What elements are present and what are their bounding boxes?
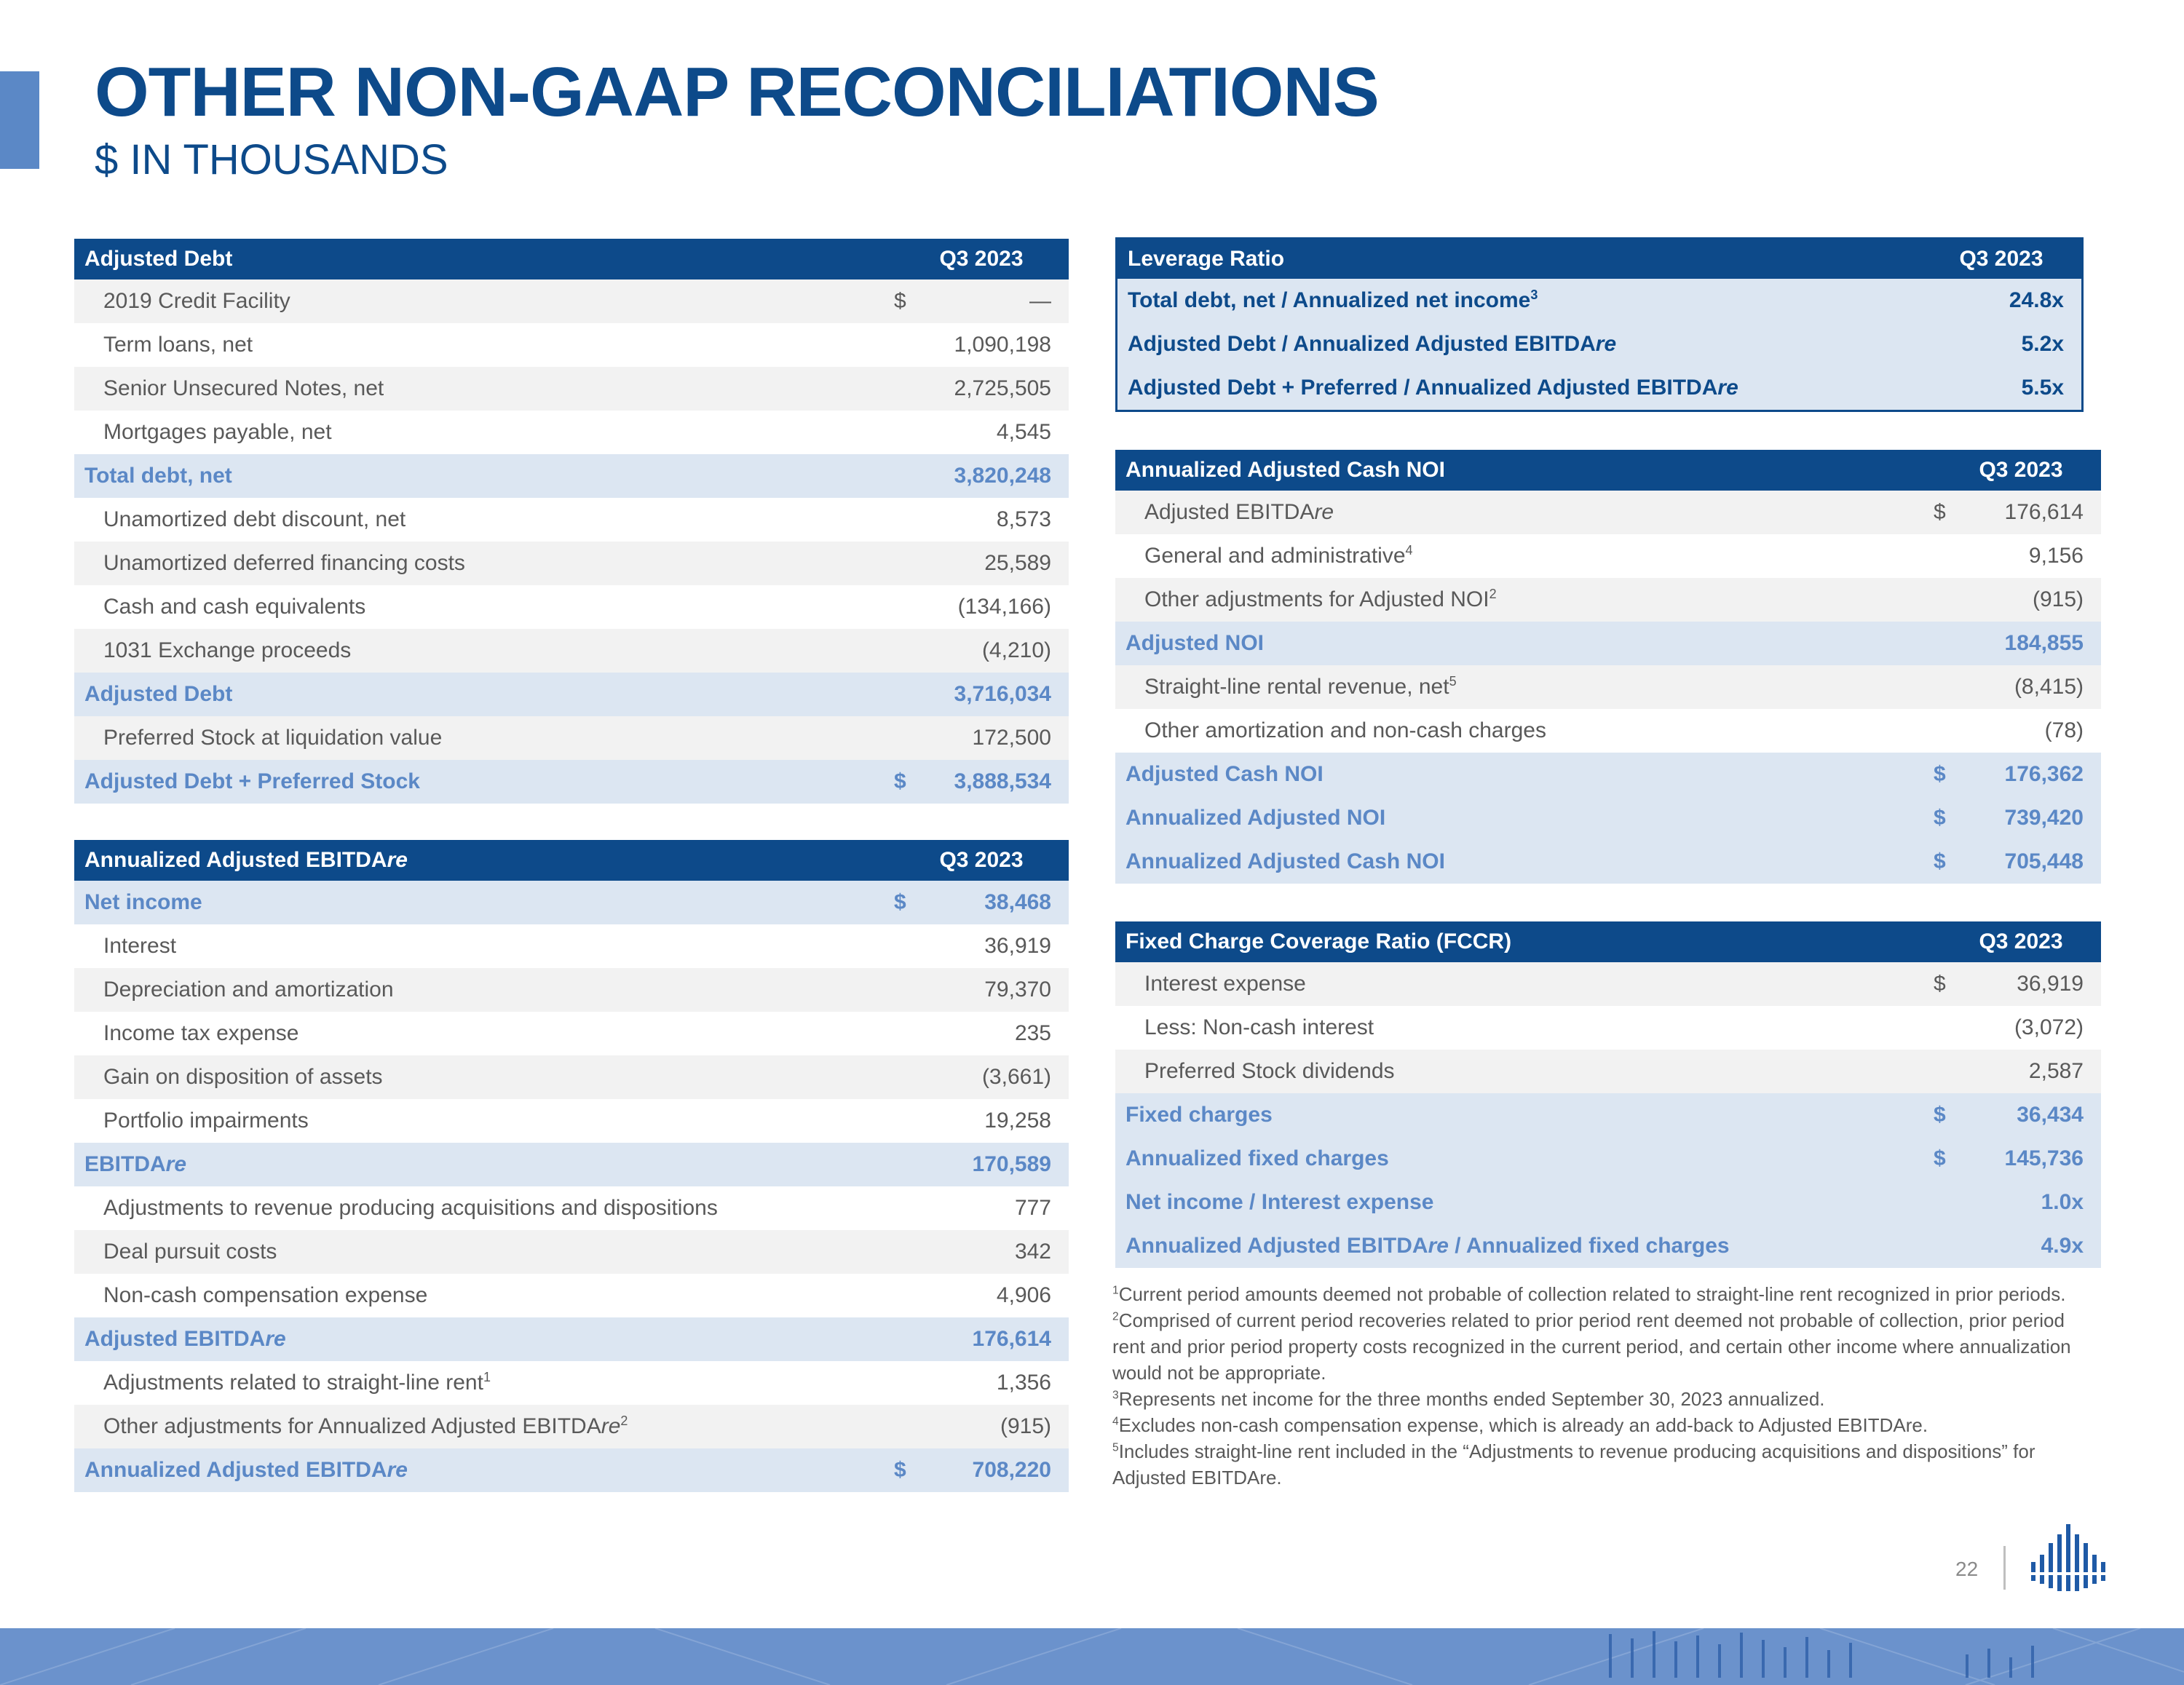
row-value: 36,919 — [2017, 972, 2084, 996]
row-value: 79,370 — [984, 978, 1051, 1002]
table-row-adjusted-debt-preferred-stock — [74, 760, 1069, 804]
row-value: 176,362 — [2004, 762, 2084, 786]
row-currency: $ — [894, 769, 906, 793]
table-row-adjusted-noi — [1115, 622, 2101, 665]
row-label: Straight-line rental revenue, net$^5$ — [1144, 674, 1457, 699]
table-row-net-income-interest-expense — [1115, 1181, 2101, 1224]
adjusted-debt-table — [74, 239, 1069, 804]
row-value: 145,736 — [2004, 1146, 2084, 1170]
table-row-annualized-adjusted-noi — [1115, 796, 2101, 840]
row-currency: $ — [1934, 762, 1946, 786]
row-label: Preferred Stock at liquidation value — [103, 726, 443, 750]
row-value: 1,090,198 — [954, 333, 1051, 357]
row-label: Preferred Stock dividends — [1144, 1059, 1395, 1083]
table-row-deal-pursuit-costs — [74, 1230, 1069, 1274]
row-label: Term loans, net — [103, 333, 253, 357]
page-subtitle: $ IN THOUSANDS — [95, 136, 448, 183]
table-row-straight-line-rental-revenue-net — [1115, 665, 2101, 709]
row-label: Total debt, net — [84, 464, 232, 488]
row-currency: $ — [894, 289, 906, 313]
row-currency: $ — [1934, 500, 1946, 524]
row-currency: $ — [1934, 806, 1946, 830]
row-value: 36,434 — [2017, 1103, 2084, 1127]
row-value: (915) — [1000, 1414, 1051, 1438]
table-row-total-debt-net — [74, 454, 1069, 498]
table-row-annualized-adjusted-cash-noi — [1115, 840, 2101, 884]
cash-noi-table — [1115, 450, 2101, 884]
row-value: (8,415) — [2014, 675, 2084, 699]
row-currency: $ — [894, 1458, 906, 1482]
table-row-adjusted-cash-noi — [1115, 753, 2101, 796]
row-value: 38,468 — [984, 890, 1051, 914]
fccr-title: Fixed Charge Coverage Ratio (FCCR) — [1125, 929, 1512, 953]
row-value: 708,220 — [972, 1458, 1051, 1482]
table-row-other-adjustments-for-adjusted-noi — [1115, 578, 2101, 622]
row-value: 5.5x — [2021, 376, 2064, 400]
row-label: 2019 Credit Facility — [103, 289, 290, 313]
table-row-adjustments-to-revenue-producing-acquisitions-and-dispositions — [74, 1186, 1069, 1230]
footnote-1: $^1$Current period amounts deemed not probable of collection related to straight-line rent recognized in prior periods. — [1112, 1283, 2066, 1305]
table-row-gain-on-disposition-of-assets — [74, 1055, 1069, 1099]
row-label: Adjusted NOI — [1125, 631, 1265, 655]
row-value: 4.9x — [2041, 1234, 2084, 1258]
row-label: Adjusted EBITDAre — [84, 1327, 286, 1351]
row-label: Mortgages payable, net — [103, 420, 332, 444]
footer-decorative-band — [0, 1628, 2184, 1685]
fccr-table — [1115, 921, 2101, 1268]
table-row-preferred-stock-at-liquidation-value — [74, 716, 1069, 760]
table-row-ebitdare — [74, 1143, 1069, 1186]
footnote-2: $^2$Comprised of current period recoveries related to prior period rent deemed not probable of collection, prior period rent and prior period property costs recognized in the current period, and certain other income where annualization would not be appropriate. — [1112, 1309, 2071, 1384]
table-row-2019-credit-facility — [74, 279, 1069, 323]
table-row-portfolio-impairments — [74, 1099, 1069, 1143]
annualized-ebitdare-header — [74, 840, 1069, 881]
annualized-ebitdare-period: Q3 2023 — [939, 848, 1024, 872]
row-value: 170,589 — [972, 1152, 1051, 1176]
footer-pattern — [0, 1628, 2184, 1685]
cash-noi-period: Q3 2023 — [1979, 458, 2063, 482]
row-label: EBITDAre — [84, 1152, 187, 1176]
table-row-unamortized-deferred-financing-costs — [74, 542, 1069, 585]
row-label: Adjusted Debt — [84, 682, 233, 706]
table-row-senior-unsecured-notes-net — [74, 367, 1069, 411]
row-label: Annualized Adjusted EBITDAre — [84, 1458, 408, 1482]
row-value: 25,589 — [984, 551, 1051, 575]
table-row-term-loans-net — [74, 323, 1069, 367]
row-label: Portfolio impairments — [103, 1109, 309, 1133]
row-label: Other adjustments for Adjusted NOI$^2$ — [1144, 587, 1497, 611]
adjusted-debt-period: Q3 2023 — [939, 247, 1024, 271]
table-row-cash-and-cash-equivalents — [74, 585, 1069, 629]
leverage-ratio-table — [1115, 237, 2084, 412]
row-label: Senior Unsecured Notes, net — [103, 376, 384, 400]
cash-noi-title: Annualized Adjusted Cash NOI — [1125, 458, 1445, 482]
title-accent-bar — [0, 71, 39, 169]
row-label: Other amortization and non-cash charges — [1144, 718, 1546, 742]
row-currency: $ — [1934, 972, 1946, 996]
footnote-3: $^3$Represents net income for the three months ended September 30, 2023 annualized. — [1112, 1388, 1825, 1410]
row-currency: $ — [1934, 849, 1946, 873]
page-title: OTHER NON-GAAP RECONCILIATIONS — [95, 53, 1379, 131]
row-value: 4,545 — [996, 420, 1051, 444]
row-value: 342 — [1014, 1240, 1051, 1264]
table-row-fixed-charges — [1115, 1093, 2101, 1137]
leverage-ratio-title: Leverage Ratio — [1128, 247, 1285, 271]
row-label: Gain on disposition of assets — [103, 1065, 383, 1089]
row-label: Annualized Adjusted Cash NOI — [1125, 849, 1445, 873]
table-row-adjusted-ebitdare — [74, 1317, 1069, 1361]
leverage-row-total-debt-net-annualized-net-income — [1117, 279, 2081, 322]
row-value: (915) — [2032, 587, 2084, 611]
row-label: Interest — [103, 934, 177, 958]
table-row-depreciation-and-amortization — [74, 968, 1069, 1012]
table-row-unamortized-debt-discount-net — [74, 498, 1069, 542]
table-row-adjustments-related-to-straight-line-rent — [74, 1361, 1069, 1405]
leverage-row-adjusted-debt-preferred-annualized-adjusted-ebitdare — [1117, 366, 2081, 410]
row-value: 705,448 — [2004, 849, 2084, 873]
annualized-ebitdare-table — [74, 840, 1069, 1492]
table-row-interest-expense — [1115, 962, 2101, 1006]
row-label: Adjusted Cash NOI — [1125, 762, 1324, 786]
row-currency: $ — [1934, 1146, 1946, 1170]
row-label: Non-cash compensation expense — [103, 1283, 428, 1307]
row-label: Net income / Interest expense — [1125, 1190, 1434, 1214]
table-row-interest — [74, 924, 1069, 968]
annualized-ebitdare-title: Annualized Adjusted EBITDAre — [84, 848, 408, 872]
row-value: 24.8x — [2009, 288, 2064, 312]
row-value: 739,420 — [2004, 806, 2084, 830]
leverage-ratio-period: Q3 2023 — [1959, 247, 2043, 271]
row-label: Depreciation and amortization — [103, 978, 394, 1002]
row-value: 184,855 — [2004, 631, 2084, 655]
row-label: Cash and cash equivalents — [103, 595, 366, 619]
adjusted-debt-header — [74, 239, 1069, 279]
row-label: Adjustments related to straight-line rent$^1$ — [103, 1370, 491, 1395]
row-label: General and administrative$^4$ — [1144, 543, 1413, 568]
row-label: Interest expense — [1144, 972, 1306, 996]
table-row-general-and-administrative — [1115, 534, 2101, 578]
row-label: Adjusted EBITDAre — [1144, 500, 1334, 524]
adjusted-debt-title: Adjusted Debt — [84, 247, 233, 271]
row-label: Total debt, net / Annualized net income$^3$ — [1128, 288, 1538, 312]
table-row-annualized-adjusted-ebitdare — [74, 1448, 1069, 1492]
leverage-ratio-header — [1117, 239, 2081, 279]
row-value: (134,166) — [957, 595, 1051, 619]
table-row-annualized-fixed-charges — [1115, 1137, 2101, 1181]
page-number-divider — [2003, 1546, 2006, 1590]
row-label: Annualized Adjusted EBITDAre / Annualized fixed charges — [1125, 1234, 1730, 1258]
table-row-adjusted-ebitdare — [1115, 491, 2101, 534]
leverage-row-adjusted-debt-annualized-adjusted-ebitdare — [1117, 322, 2081, 366]
row-currency: $ — [1934, 1103, 1946, 1127]
row-value: 235 — [1014, 1021, 1051, 1045]
row-value: 176,614 — [972, 1327, 1051, 1351]
row-value: 5.2x — [2021, 332, 2064, 356]
row-value: 3,820,248 — [954, 464, 1051, 488]
footnote-4: $^4$Excludes non-cash compensation expense, which is already an add-back to Adjusted EBITDAre. — [1112, 1414, 1928, 1436]
row-value: — — [1029, 289, 1051, 313]
row-label: Annualized Adjusted NOI — [1125, 806, 1386, 830]
row-value: (3,661) — [981, 1065, 1051, 1089]
row-value: 8,573 — [996, 507, 1051, 531]
cash-noi-header — [1115, 450, 2101, 491]
row-value: 777 — [1014, 1196, 1051, 1220]
row-label: Unamortized debt discount, net — [103, 507, 406, 531]
row-label: Unamortized deferred financing costs — [103, 551, 465, 575]
table-row-mortgages-payable-net — [74, 411, 1069, 454]
row-label: Less: Non-cash interest — [1144, 1015, 1374, 1039]
table-row-other-amortization-and-non-cash-charges — [1115, 709, 2101, 753]
table-row-other-adjustments-for-annualized-adjusted-ebitdare — [74, 1405, 1069, 1448]
row-value: (3,072) — [2014, 1015, 2084, 1039]
fccr-period: Q3 2023 — [1979, 929, 2063, 953]
company-logo-icon — [2028, 1521, 2116, 1594]
table-row-net-income — [74, 881, 1069, 924]
table-row-non-cash-compensation-expense — [74, 1274, 1069, 1317]
fccr-header — [1115, 921, 2101, 962]
row-label: Other adjustments for Annualized Adjusted EBITDAre$^2$ — [103, 1414, 628, 1438]
row-value: 2,587 — [2028, 1059, 2084, 1083]
row-label: Net income — [84, 890, 202, 914]
table-row-adjusted-debt — [74, 673, 1069, 716]
page-number: 22 — [1955, 1558, 1979, 1580]
row-value: 36,919 — [984, 934, 1051, 958]
row-value: 1,356 — [996, 1371, 1051, 1395]
row-label: Adjustments to revenue producing acquisitions and dispositions — [103, 1196, 718, 1220]
footnote-5: $^5$Includes straight-line rent included in the “Adjustments to revenue producing acquisitions and dispositions” for Adjusted EBITDAre. — [1112, 1440, 2035, 1488]
row-label: Fixed charges — [1125, 1103, 1273, 1127]
row-label: Adjusted Debt + Preferred / Annualized Adjusted EBITDAre — [1128, 376, 1738, 400]
row-label: Income tax expense — [103, 1021, 299, 1045]
row-currency: $ — [894, 890, 906, 914]
row-label: 1031 Exchange proceeds — [103, 638, 352, 662]
row-value: 4,906 — [996, 1283, 1051, 1307]
row-value: 2,725,505 — [954, 376, 1051, 400]
table-row-less-non-cash-interest — [1115, 1006, 2101, 1050]
table-row-1031-exchange-proceeds — [74, 629, 1069, 673]
row-value: 172,500 — [972, 726, 1051, 750]
row-value: 3,716,034 — [954, 682, 1051, 706]
row-value: 19,258 — [984, 1109, 1051, 1133]
row-value: (78) — [2044, 718, 2084, 742]
row-label: Adjusted Debt + Preferred Stock — [84, 769, 420, 793]
row-value: 3,888,534 — [954, 769, 1051, 793]
row-label: Adjusted Debt / Annualized Adjusted EBITDAre — [1128, 332, 1617, 356]
row-value: 9,156 — [2028, 544, 2084, 568]
table-row-annualized-adjusted-ebitdare — [1115, 1224, 2101, 1268]
row-label: Deal pursuit costs — [103, 1240, 277, 1264]
row-label: Annualized fixed charges — [1125, 1146, 1389, 1170]
row-value: 176,614 — [2004, 500, 2084, 524]
row-value: (4,210) — [981, 638, 1051, 662]
table-row-income-tax-expense — [74, 1012, 1069, 1055]
footnotes — [1112, 1281, 2081, 1491]
table-row-preferred-stock-dividends — [1115, 1050, 2101, 1093]
row-value: 1.0x — [2041, 1190, 2084, 1214]
